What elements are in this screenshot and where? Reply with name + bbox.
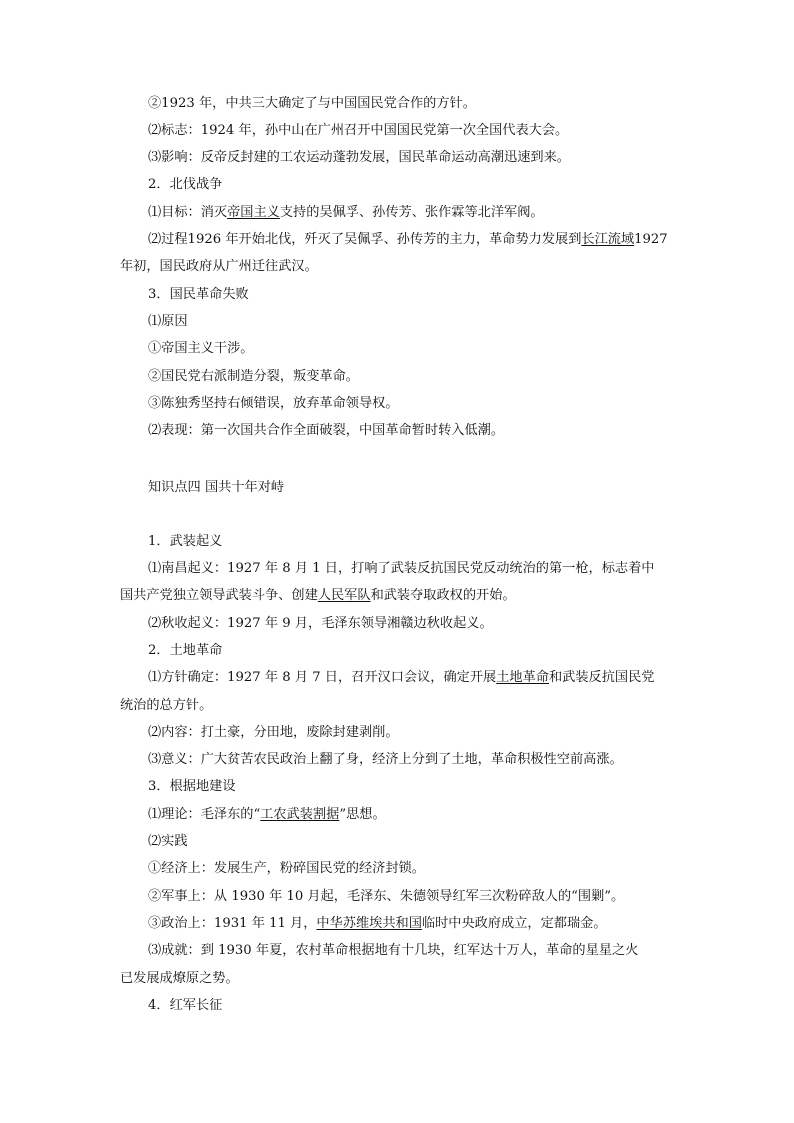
text-segment: 2．北伐战争 xyxy=(148,177,223,192)
underlined-term: 长江流域 xyxy=(581,232,635,247)
text-line xyxy=(120,586,680,606)
text-line xyxy=(148,723,708,743)
text-segment: ⑵秋收起义：1927 年 9 月，毛泽东领导湘赣边秋收起义。 xyxy=(148,616,493,631)
text-segment: 4．红军长征 xyxy=(148,998,223,1013)
text-segment: ⑶意义：广大贫苦农民政治上翻了身，经济上分到了土地，革命积极性空前高涨。 xyxy=(148,752,623,767)
text-line xyxy=(148,914,708,934)
text-segment: ⑴目标：消灭 xyxy=(148,205,228,220)
text-segment: 临时中央政府成立，定都瑞金。 xyxy=(421,916,607,931)
text-segment: ②1923 年，中共三大确定了与中国国民党合作的方针。 xyxy=(148,96,476,111)
section-heading xyxy=(148,175,708,195)
underlined-term: 人民军队 xyxy=(317,588,371,603)
underlined-term: 工农武装割据 xyxy=(260,807,340,822)
text-segment: 3．国民革命失败 xyxy=(148,287,249,302)
text-segment: ②国民党右派制造分裂，叛变革命。 xyxy=(148,369,359,384)
text-line xyxy=(148,94,708,114)
text-segment: ⑵内容：打土豪，分田地，废除封建剥削。 xyxy=(148,725,399,740)
text-segment: 知识点四 国共十年对峙 xyxy=(148,480,285,495)
text-line xyxy=(148,614,708,634)
text-segment: ②军事上：从 1930 年 10 月起，毛泽东、朱德领导红军三次粉碎敌人的“围剿”。 xyxy=(148,889,625,904)
text-line xyxy=(148,887,708,907)
text-line xyxy=(148,805,708,825)
text-segment: ⑵标志：1924 年，孙中山在广州召开中国国民党第一次全国代表大会。 xyxy=(148,123,569,138)
text-segment: ⑵表现：第一次国共合作全面破裂，中国革命暂时转入低潮。 xyxy=(148,423,505,438)
section-heading xyxy=(148,532,708,552)
text-line xyxy=(148,203,708,223)
text-line xyxy=(148,367,708,387)
text-segment: ⑴方针确定：1927 年 8 月 7 日，召开汉口会议，确定开展 xyxy=(148,670,497,685)
section-heading xyxy=(148,996,708,1016)
text-line xyxy=(148,750,708,770)
section-heading xyxy=(148,641,708,661)
text-line xyxy=(148,668,708,688)
text-line xyxy=(148,859,708,879)
text-segment: 支持的吴佩孚、孙传芳、张作霖等北洋军阀。 xyxy=(279,205,544,220)
text-line xyxy=(148,394,708,414)
text-line xyxy=(148,339,708,359)
text-line xyxy=(148,121,708,141)
text-segment: 已发展成燎原之势。 xyxy=(120,971,239,986)
text-segment: ⑴原因 xyxy=(148,314,188,329)
text-line xyxy=(148,832,708,852)
text-segment: ③陈独秀坚持右倾错误，放弃革命领导权。 xyxy=(148,396,399,411)
text-segment: 和武装反抗国民党 xyxy=(549,670,655,685)
underlined-term: 土地革命 xyxy=(496,670,549,685)
text-segment: ⑶成就：到 1930 年夏，农村革命根据地有十几块，红军达十万人，革命的星星之火 xyxy=(148,943,639,958)
text-segment: 年初，国民政府从广州迁往武汉。 xyxy=(120,259,318,274)
text-line xyxy=(148,559,708,579)
text-segment: ⑵实践 xyxy=(148,834,188,849)
text-line xyxy=(148,148,708,168)
text-segment: 统治的总方针。 xyxy=(120,698,213,713)
underlined-term: 帝国主义 xyxy=(227,205,280,220)
text-segment: 国共产党独立领导武装斗争、创建 xyxy=(120,588,318,603)
text-line xyxy=(148,421,708,441)
text-line xyxy=(120,696,680,716)
text-segment: ①经济上：发展生产，粉碎国民党的经济封锁。 xyxy=(148,861,425,876)
text-segment: ⑴理论：毛泽东的“ xyxy=(148,807,261,822)
text-segment: ⑴南昌起义：1927 年 8 月 1 日，打响了武装反抗国民党反动统治的第一枪，标志着中 xyxy=(148,561,655,576)
text-segment: ③政治上：1931 年 11 月， xyxy=(148,916,317,931)
section-heading xyxy=(148,285,708,305)
text-line xyxy=(120,257,680,277)
text-segment: ①帝国主义干涉。 xyxy=(148,341,254,356)
text-segment: ⑵过程1926 年开始北伐，歼灭了吴佩孚、孙传芳的主力，革命势力发展到 xyxy=(148,232,582,247)
underlined-term: 中华苏维埃共和国 xyxy=(316,916,422,931)
text-segment: 1．武装起义 xyxy=(148,534,223,549)
text-line xyxy=(148,941,708,961)
text-segment: 3．根据地建设 xyxy=(148,779,236,794)
text-line xyxy=(148,312,708,332)
knowledge-point-title xyxy=(148,478,708,498)
text-segment: ⑶影响：反帝反封建的工农运动蓬勃发展，国民革命运动高潮迅速到来。 xyxy=(148,150,570,165)
text-line xyxy=(120,969,680,989)
text-line xyxy=(148,230,708,250)
text-segment: 2．土地革命 xyxy=(148,643,223,658)
text-segment: 1927 xyxy=(634,232,668,247)
text-segment: 和武装夺取政权的开始。 xyxy=(370,588,516,603)
text-segment: ”思想。 xyxy=(339,807,386,822)
section-heading xyxy=(148,777,708,797)
